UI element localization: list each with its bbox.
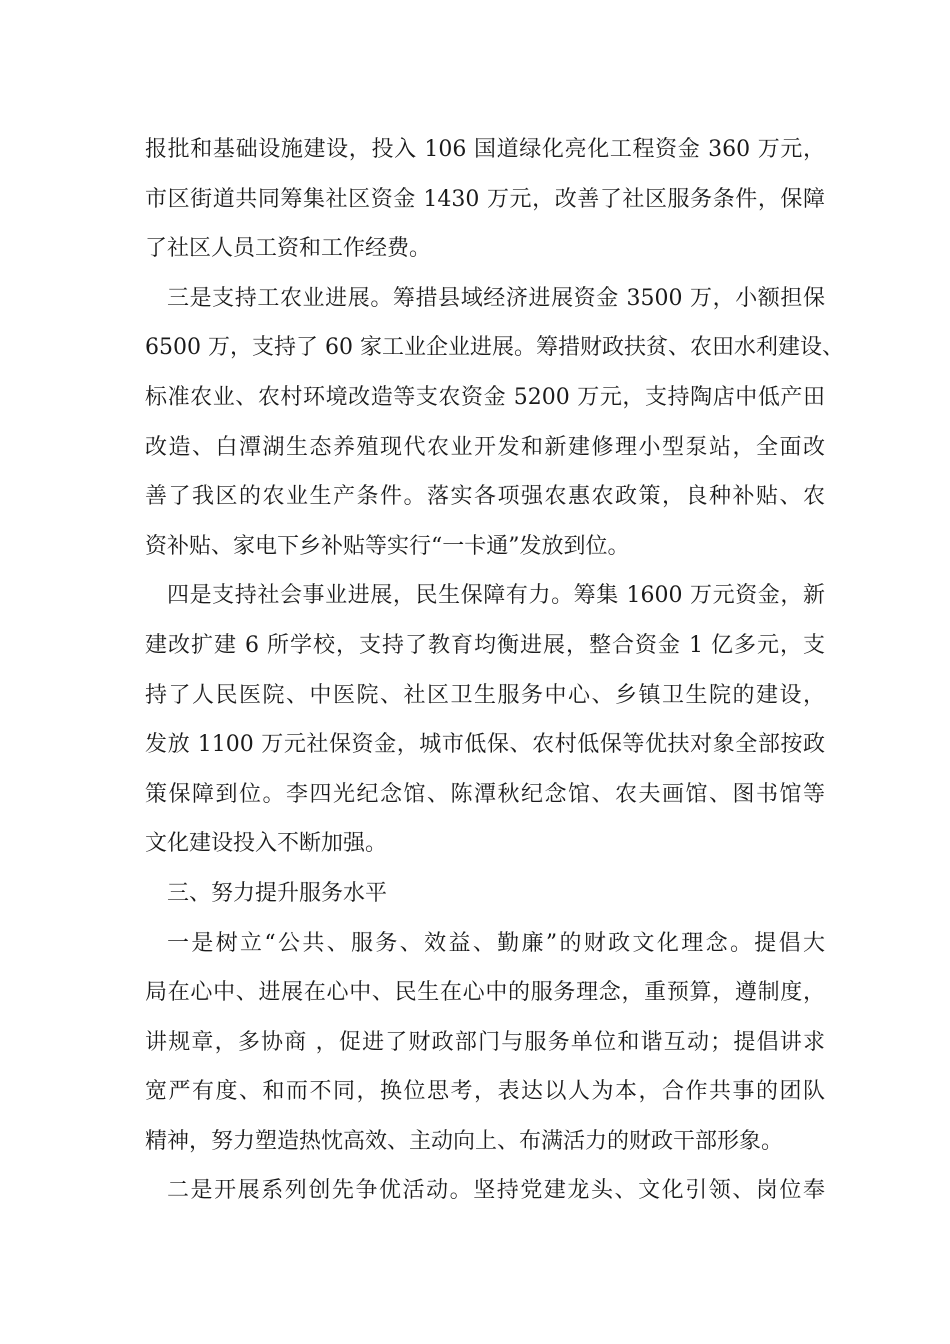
text-line-17: 一是树立“公共、服务、效益、勤廉”的财政文化理念。提倡大 bbox=[167, 930, 825, 956]
text-line-4: 三是支持工农业进展。筹措县域经济进展资金 3500 万，小额担保 bbox=[167, 285, 825, 311]
document-body bbox=[145, 125, 844, 1216]
text-line-7: 改造、白潭湖生态养殖现代农业开发和新建修理小型泵站，全面改 bbox=[145, 434, 825, 460]
text-line-15: 文化建设投入不断加强。 bbox=[145, 831, 388, 857]
text-line-22: 二是开展系列创先争优活动。坚持党建龙头、文化引领、岗位奉 bbox=[167, 1178, 825, 1204]
text-line-3: 了社区人员工资和工作经费。 bbox=[145, 236, 432, 262]
text-line-10: 四是支持社会事业进展，民生保障有力。筹集 1600 万元资金，新 bbox=[167, 583, 825, 609]
text-line-19: 讲规章，多协商 ，促进了财政部门与服务单位和谐互动；提倡讲求 bbox=[145, 1029, 825, 1055]
text-line-1: 报批和基础设施建设，投入 106 国道绿化亮化工程资金 360 万元， bbox=[145, 137, 825, 162]
text-line-2: 市区街道共同筹集社区资金 1430 万元，改善了社区服务条件，保障 bbox=[145, 186, 825, 212]
text-line-11: 建改扩建 6 所学校，支持了教育均衡进展，整合资金 1 亿多元，支 bbox=[145, 632, 825, 658]
text-line-13: 发放 1100 万元社保资金，城市低保、农村低保等优扶对象全部按政 bbox=[145, 732, 825, 758]
text-line-21: 精神，努力塑造热忱高效、主动向上、布满活力的财政干部形象。 bbox=[145, 1128, 784, 1154]
text-line-8: 善了我区的农业生产条件。落实各项强农惠农政策，良种补贴、农 bbox=[145, 484, 825, 510]
text-line-20: 宽严有度、和而不同，换位思考，表达以人为本，合作共事的团队 bbox=[145, 1079, 825, 1105]
section-heading: 三、努力提升服务水平 bbox=[167, 880, 388, 906]
text-line-18: 局在心中、进展在心中、民生在心中的服务理念，重预算，遵制度， bbox=[145, 980, 825, 1006]
text-line-9: 资补贴、家电下乡补贴等实行“一卡通”发放到位。 bbox=[145, 533, 630, 559]
text-line-12: 持了人民医院、中医院、社区卫生服务中心、乡镇卫生院的建设， bbox=[145, 682, 825, 708]
text-line-6: 标准农业、农村环境改造等支农资金 5200 万元，支持陶店中低产田 bbox=[145, 384, 825, 410]
text-line-5: 6500 万，支持了 60 家工业企业进展。筹措财政扶贫、农田水利建设、 bbox=[145, 335, 844, 361]
text-line-14: 策保障到位。李四光纪念馆、陈潭秋纪念馆、农夫画馆、图书馆等 bbox=[145, 781, 825, 807]
